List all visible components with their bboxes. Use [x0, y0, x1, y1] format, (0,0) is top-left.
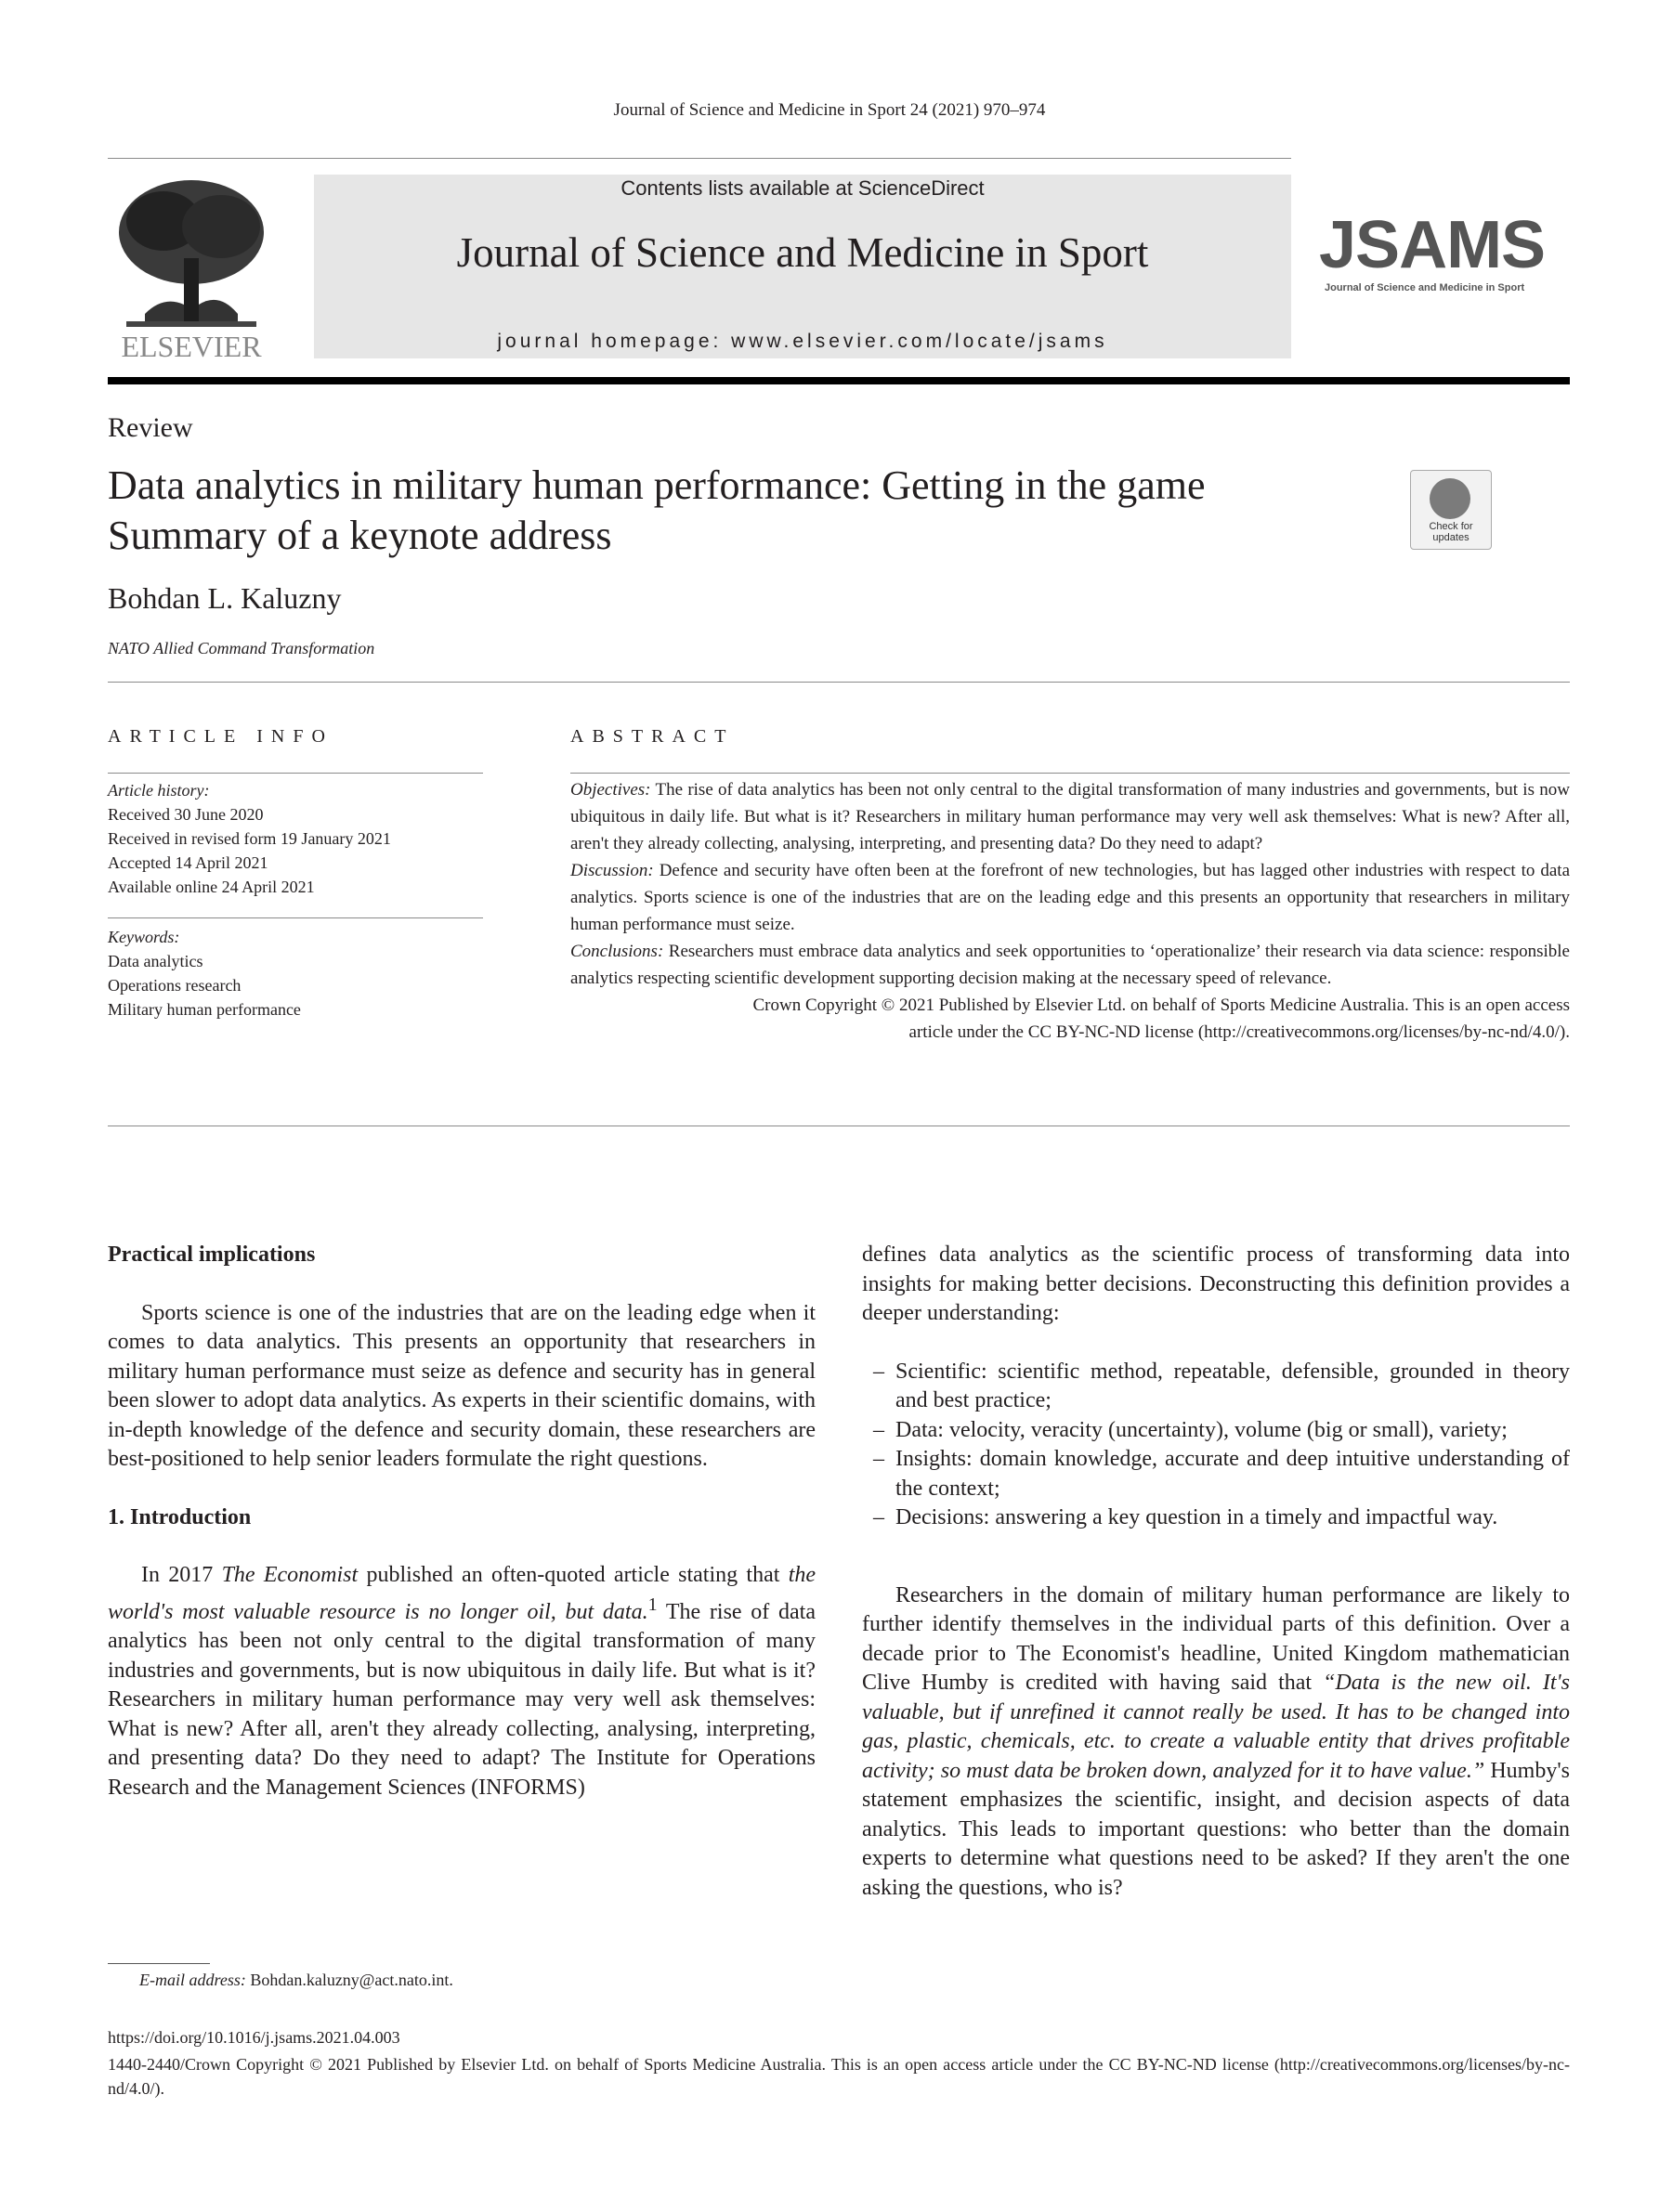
intro-text: The rise of data analytics has been not only central to the digital transformation of many industries and governments, but is now ubiquitous in daily life. But what is it? Researchers in military human performance may very well ask themselves: What is new? After all, aren't they already collecting, analysing, interpreting, and presenting data? Do they need to adapt? The Institute for Operations Research and the Management Sciences (INFORMS) [108, 1599, 816, 1800]
objectives-text: The rise of data analytics has been not only central to the digital transformation of many industries and governments, but is now ubiquitous in daily life. But what is it? Researchers in military human performance may very well ask themselves: What is new? After all, aren't they already collecting, analysing, interpreting, and presenting data? Do they need to adapt? [570, 780, 1570, 853]
footnote-rule [108, 1963, 210, 1964]
article-history [108, 778, 498, 899]
elsevier-logo [108, 175, 275, 360]
definition-list [862, 1358, 1570, 1533]
history-item: Received in revised form 19 January 2021 [108, 829, 391, 848]
body-right-column [862, 1241, 1570, 1903]
top-rule [108, 158, 1291, 159]
discussion-label: Discussion: [570, 861, 654, 880]
abstract-conclusions [570, 938, 1570, 992]
email-label: E-mail address: [139, 1971, 246, 1989]
list-item: – Data: velocity, veracity (uncertainty), volume (big or small), variety; [873, 1417, 1508, 1442]
article-info-rule [108, 773, 483, 774]
list-item: – Scientific: scientific method, repeatable, defensible, grounded in theory and best practice; [873, 1359, 1570, 1412]
bookmark-icon [1430, 478, 1470, 519]
body-left-column [108, 1241, 816, 1802]
keywords [108, 925, 498, 1021]
author-name: Bohdan L. Kaluzny [108, 581, 342, 615]
introduction-paragraph [108, 1561, 816, 1802]
definition-paragraph: defines data analytics as the scientific process of transforming data into insights for making better decisions. Deconstructing this definition provides a deeper understanding: [862, 1243, 1570, 1325]
jsams-logo-word: JSAMS [1319, 208, 1546, 282]
title-line-2: Summary of a keynote address [108, 513, 612, 558]
article-info-heading: ARTICLE INFO [108, 726, 333, 747]
jsams-logo-subtitle: Journal of Science and Medicine in Sport [1325, 282, 1525, 293]
abstract-copyright [570, 992, 1570, 1046]
check-for-updates-label: Check for updates [1429, 521, 1473, 543]
elsevier-tree-icon [108, 175, 275, 360]
conclusions-text: Researchers must embrace data analytics and seek opportunities to ‘operationalize’ their research via data science: responsible analytics respecting scientific development supporting decision making at the necessary speed of relevance. [570, 942, 1570, 988]
intro-text: In 2017 [141, 1563, 222, 1587]
keyword-item: Military human performance [108, 1000, 301, 1019]
intro-text: published an often-quoted article stating that [358, 1563, 789, 1587]
list-item-text: Insights: domain knowledge, accurate and deep intuitive understanding of the context; [895, 1447, 1570, 1501]
keyword-item: Operations research [108, 976, 242, 995]
intro-economist: The Economist [221, 1563, 359, 1587]
check-for-updates-button[interactable] [1410, 470, 1492, 550]
intro-quote: the world's most valuable resource is no longer oil, but data. [108, 1563, 816, 1624]
humby-quote: “Data is the new oil. It's valuable, but if unrefined it cannot really be used. It has to be changed into gas, plastic, chemicals, etc. to create a valuable entity that drives profitable activity; so must data be broken down, analyzed for it to have value.” [862, 1671, 1570, 1783]
title-line-1: Data analytics in military human performance: Getting in the game [108, 462, 1206, 508]
objectives-label: Objectives: [570, 780, 651, 800]
humby-text: Researchers in the domain of military human performance are likely to further identify themselves in the individual parts of this definition. Over a decade prior to The Economist's headline, United Kingdom mathematician Clive Humby is credited with having said that [862, 1582, 1570, 1695]
journal-masthead [314, 175, 1291, 358]
history-label: Article history: [108, 781, 210, 800]
license-statement: 1440-2440/Crown Copyright © 2021 Published by Elsevier Ltd. on behalf of Sports Medicine Australia. This is an open access article under the CC BY-NC-ND license (http://creativecommons.org/licenses/by-nc-nd/4.0/). [108, 2055, 1570, 2098]
list-item-text: Data: velocity, veracity (uncertainty), volume (big or small), variety; [895, 1417, 1508, 1442]
humby-text: Humby's statement emphasizes the scientific, insight, and decision aspects of data analytics. This leads to important questions: who better than the domain experts to determine what questions need to be asked? If they aren't the one asking the questions, who is? [862, 1758, 1570, 1900]
discussion-text: Defence and security have often been at the forefront of new technologies, but has lagged other industries with respect to data analytics. Sports science is one of the industries that are on the leading edge and this presents an opportunity that researchers in military human performance must seize. [570, 861, 1571, 934]
list-item-text: Decisions: answering a key question in a timely and impactful way. [895, 1505, 1498, 1529]
history-item: Received 30 June 2020 [108, 805, 264, 824]
practical-implications-heading: Practical implications [108, 1243, 316, 1267]
keyword-item: Data analytics [108, 952, 203, 970]
copyright-line-2[interactable]: article under the CC BY-NC-ND license (http://creativecommons.org/licenses/by-nc-nd/4.0/). [908, 1022, 1570, 1042]
abstract-rule [570, 773, 1570, 774]
author-affiliation: NATO Allied Command Transformation [108, 639, 375, 657]
keywords-label: Keywords: [108, 928, 180, 946]
copyright-line-1: Crown Copyright © 2021 Published by Elsevier Ltd. on behalf of Sports Medicine Australia. This is an open access [752, 995, 1570, 1015]
abstract-body [570, 776, 1570, 1046]
abstract-discussion [570, 857, 1570, 938]
abstract-heading: ABSTRACT [570, 726, 735, 747]
article-type: Review [108, 412, 193, 443]
list-item: – Insights: domain knowledge, accurate and deep intuitive understanding of the context; [873, 1447, 1570, 1501]
conclusions-label: Conclusions: [570, 942, 664, 961]
author-email-footnote [139, 1971, 453, 1990]
jsams-logo [1319, 208, 1559, 293]
journal-homepage-link[interactable]: journal homepage: www.elsevier.com/locate/jsams [497, 331, 1108, 352]
introduction-heading: 1. Introduction [108, 1504, 252, 1529]
email-link[interactable]: Bohdan.kaluzny@act.nato.int. [250, 1971, 453, 1989]
practical-implications-text: Sports science is one of the industries that are on the leading edge when it comes to data analytics. This presents an opportunity that researchers in military human performance must seize as defence and security has in general been slower to adopt data analytics. As experts in their scientific domains, with in-depth knowledge of the defence and security domain, these researchers are best-positioned to help senior leaders formulate the right questions. [108, 1300, 816, 1471]
contents-line: Contents lists available at ScienceDirect [620, 176, 985, 200]
list-item-text: Scientific: scientific method, repeatable, defensible, grounded in theory and best practice; [895, 1359, 1570, 1412]
abstract-objectives [570, 776, 1570, 857]
journal-name: Journal of Science and Medicine in Sport [456, 229, 1149, 276]
list-item: – Decisions: answering a key question in a timely and impactful way. [873, 1505, 1498, 1529]
history-item: Available online 24 April 2021 [108, 878, 315, 896]
header-divider [108, 682, 1570, 683]
footnote-marker[interactable]: 1 [647, 1594, 658, 1615]
article-title [108, 461, 1315, 561]
doi-link[interactable]: https://doi.org/10.1016/j.jsams.2021.04.003 [108, 2028, 400, 2047]
history-item: Accepted 14 April 2021 [108, 853, 268, 872]
running-head: Journal of Science and Medicine in Sport 24 (2021) 970–974 [613, 100, 1046, 120]
svg-text:ELSEVIER: ELSEVIER [121, 330, 262, 360]
humby-paragraph [862, 1581, 1570, 1904]
keywords-rule [108, 917, 483, 918]
masthead-rule [108, 377, 1570, 384]
